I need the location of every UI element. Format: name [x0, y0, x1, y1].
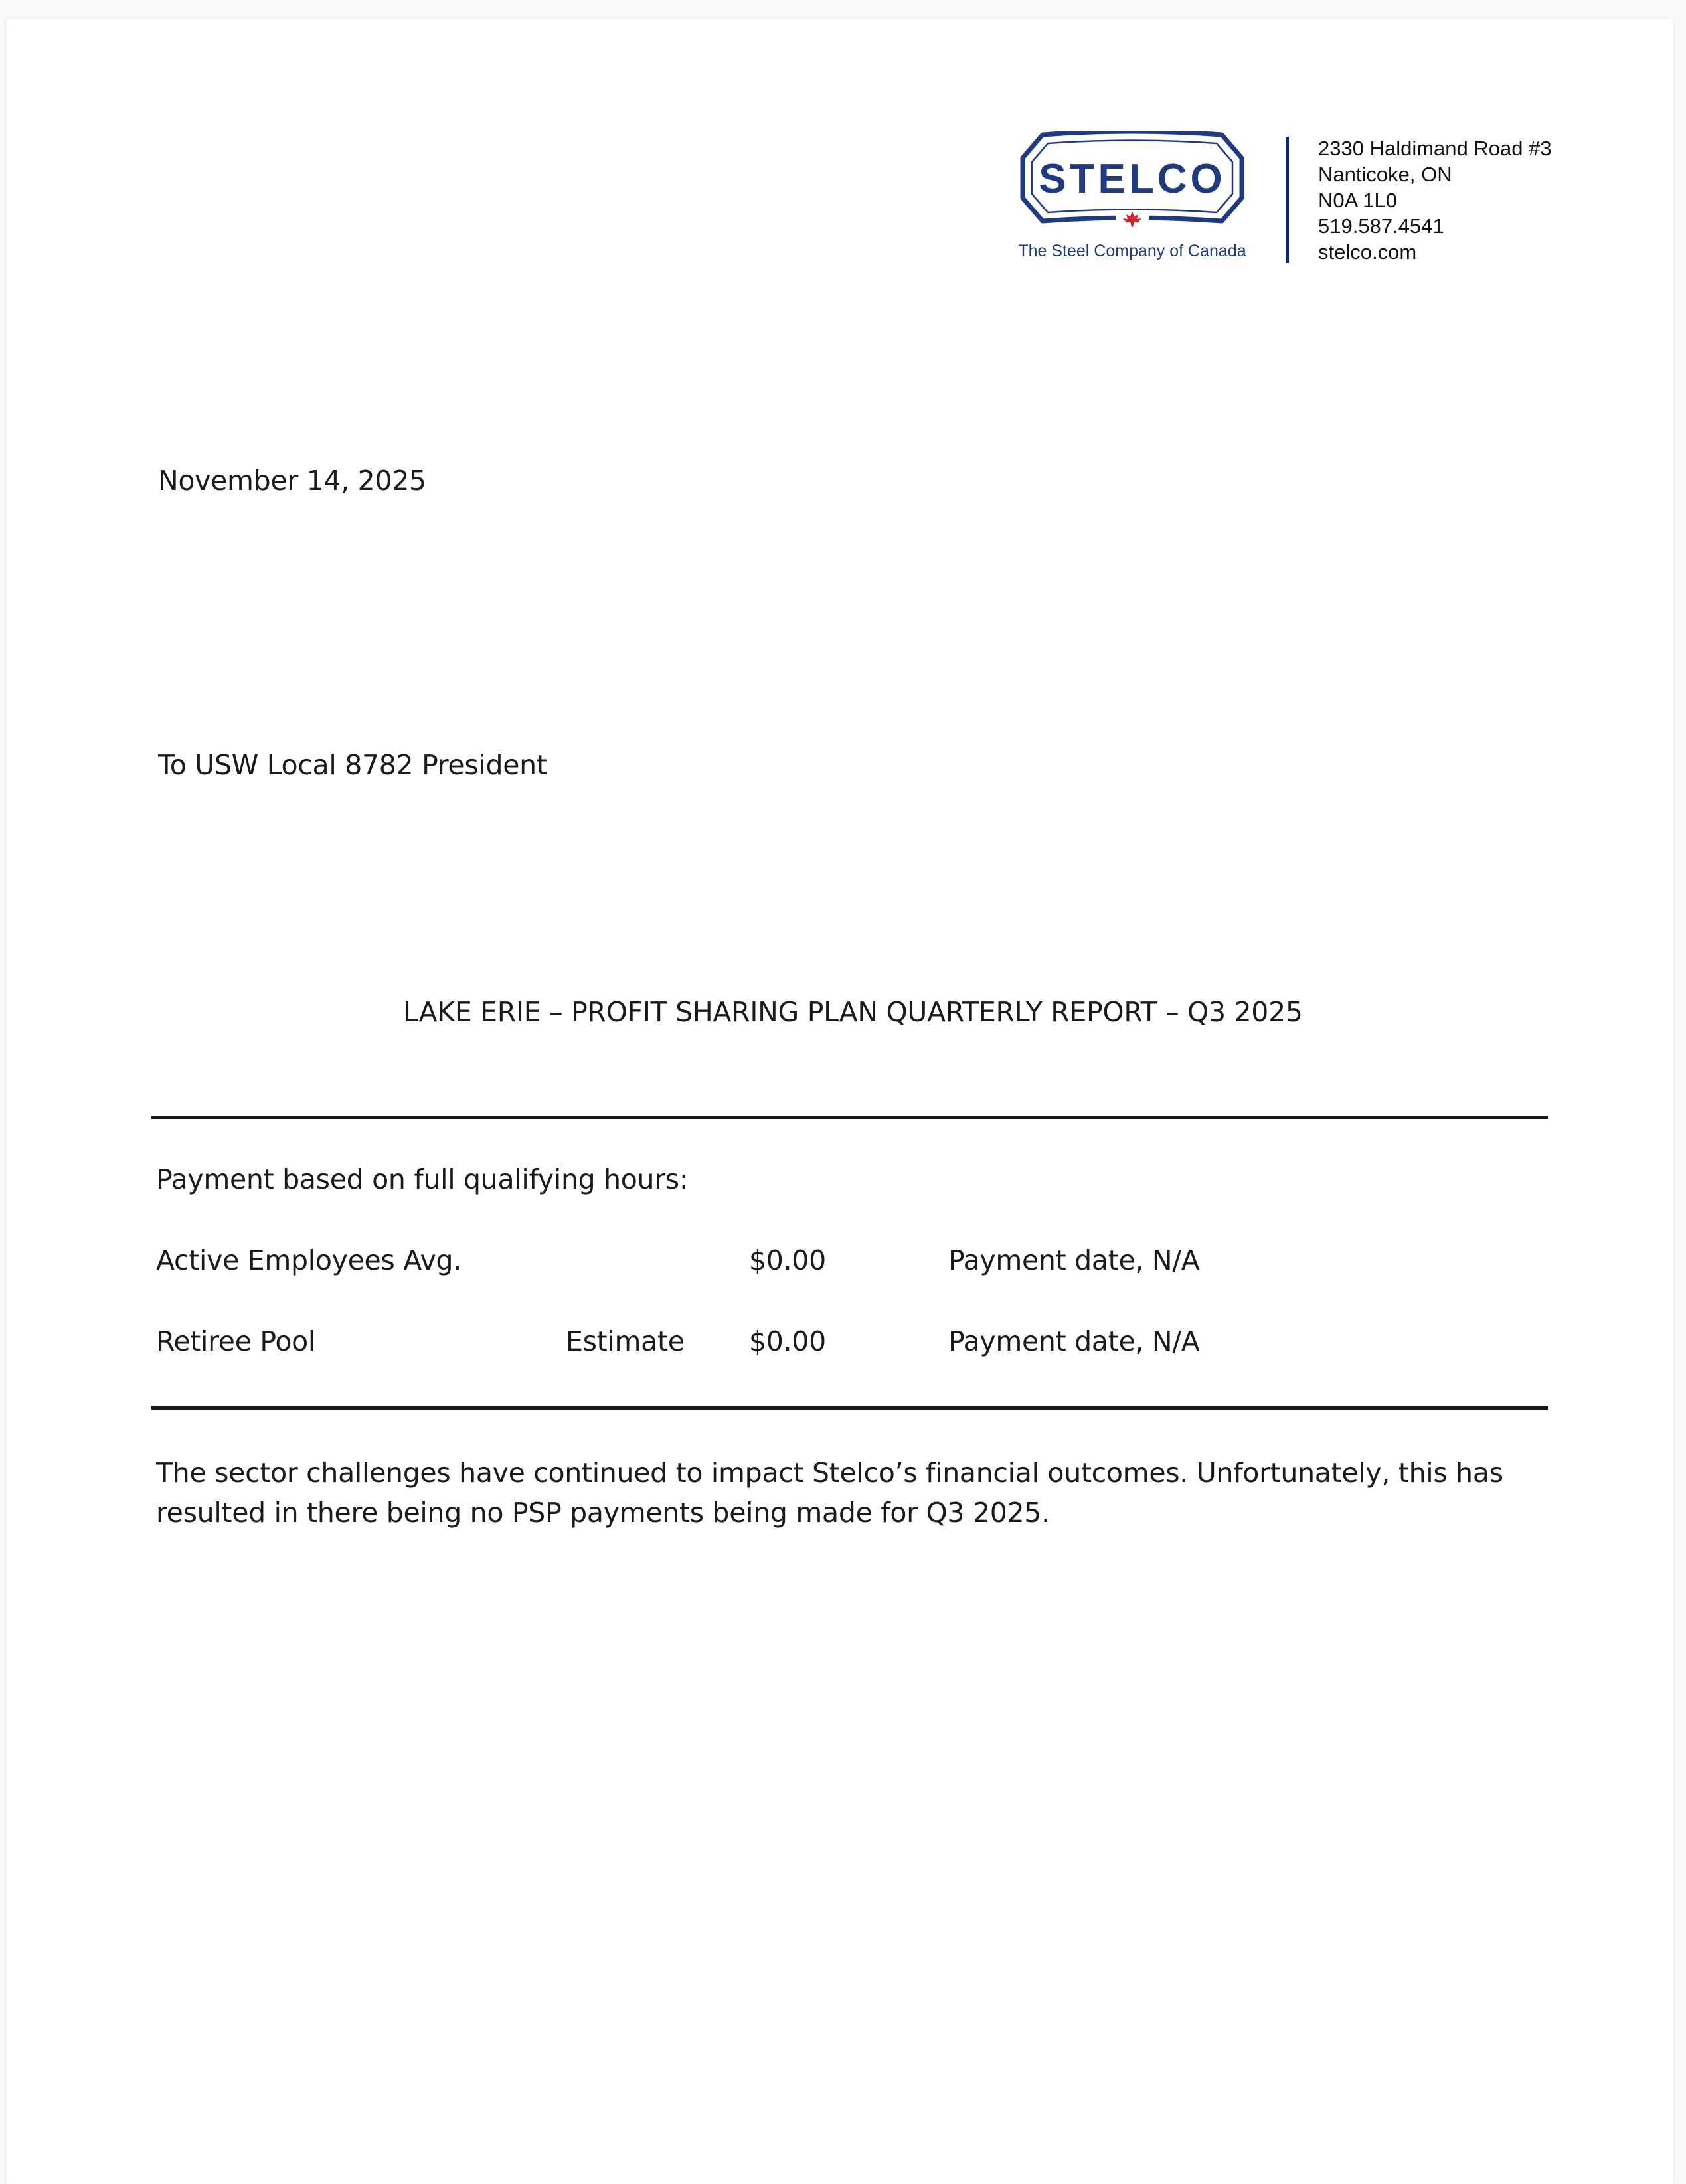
report-title: LAKE ERIE – PROFIT SHARING PLAN QUARTERLY REPORT – Q3 2025: [403, 996, 1303, 1028]
letter-recipient: To USW Local 8782 President: [158, 749, 547, 781]
address-street: 2330 Haldimand Road #3: [1318, 137, 1552, 160]
address-website: stelco.com: [1318, 240, 1417, 264]
retiree-pool-label: Retiree Pool: [156, 1325, 315, 1357]
stelco-logo: [1016, 131, 1248, 271]
table-top-rule: [151, 1116, 1548, 1119]
letter-date: November 14, 2025: [158, 465, 426, 497]
retiree-pool-type: Estimate: [566, 1325, 685, 1357]
retiree-pool-payment-date: Payment date, N/A: [948, 1325, 1200, 1357]
retiree-pool-amount: $0.00: [749, 1325, 826, 1357]
table-bottom-rule: [151, 1406, 1548, 1410]
address-postal-code: N0A 1L0: [1318, 189, 1397, 212]
letter-page: [7, 19, 1673, 2184]
body-paragraph: The sector challenges have continued to impact Stelco’s financial outcomes. Unfortunately, this has resulted in there being no PSP payments being made for Q3 2025.: [156, 1457, 1503, 1529]
payment-basis-text: Payment based on full qualifying hours:: [156, 1163, 689, 1195]
logo-word: STELCO: [1039, 156, 1226, 202]
company-address: [1318, 135, 1552, 265]
active-employees-label: Active Employees Avg.: [156, 1244, 462, 1276]
letterhead-divider: [1286, 137, 1289, 263]
logo-tagline: The Steel Company of Canada: [1018, 242, 1246, 260]
active-employees-amount: $0.00: [749, 1244, 826, 1276]
address-city: Nanticoke, ON: [1318, 163, 1452, 186]
address-phone: 519.587.4541: [1318, 214, 1444, 238]
active-employees-payment-date: Payment date, N/A: [948, 1244, 1200, 1276]
